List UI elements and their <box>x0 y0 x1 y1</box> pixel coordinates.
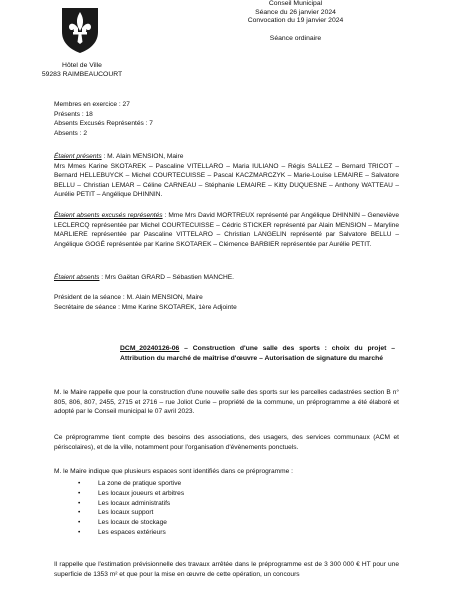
present-label: Étaient présents <box>54 153 102 160</box>
excused-members-paragraph <box>54 211 399 249</box>
absent-label: Étaient absents <box>54 274 100 281</box>
president-line: Président de la séance : M. Alain MENSION, Maire <box>54 294 203 301</box>
members-in-office: Membres en exercice : 27 <box>54 101 130 108</box>
council-label: Conseil Municipal <box>268 0 323 7</box>
town-hall-block <box>32 62 132 79</box>
session-date: Séance du 26 janvier 2024 <box>255 8 336 16</box>
paragraph-reminder: M. le Maire rappelle que pour la construction d'une nouvelle salle des sports sur les parcelles cadastrées section B n° 805, 806, 807, 2455, 2715 et 2716 – rue Joliot Curie – propriété de la commune, un préprogramme a été élaboré et adopté par le Conseil municipal le 07 avril 2023. <box>54 389 399 416</box>
deliberation-subject: – Construction d'une salle des sports : choix du projet – Attribution du marché de maîtrise d'œuvre – Autorisation de signature du marché <box>120 345 395 362</box>
list-item: • Les locaux administratifs <box>78 499 184 509</box>
list-item: • Les locaux support <box>78 508 184 518</box>
town-postcode-label: 59283 RAIMBEAUCOURT <box>41 70 123 78</box>
convocation-date: Convocation du 19 janvier 2024 <box>247 17 344 25</box>
attendance-stats <box>54 100 153 138</box>
deliberation-reference: DCM_20240126-06 <box>120 345 180 352</box>
session-type: Séance ordinaire <box>269 34 322 42</box>
fleur-de-lis-crest-icon <box>60 6 100 54</box>
session-header <box>228 0 363 43</box>
deliberation-title <box>120 344 395 364</box>
members-present: Présents : 18 <box>54 110 93 118</box>
list-item: • Les espaces extérieurs <box>78 528 184 538</box>
absent-members-paragraph <box>54 273 399 283</box>
paragraph-spaces-intro: M. le Maire indique que plusieurs espaces sont identifiés dans ce préprogramme : <box>54 468 293 475</box>
town-hall-label: Hôtel de Ville <box>62 62 102 69</box>
members-absent: Absents : 2 <box>54 129 87 137</box>
present-members-paragraph <box>54 152 399 200</box>
absent-list: : Mrs Gaëtan GRARD – Sébastien MANCHE. <box>99 274 234 281</box>
list-item: • Les locaux de stockage <box>78 518 184 528</box>
secretary-line: Secrétaire de séance : Mme Karine SKOTAREK, 1ère Adjointe <box>54 303 237 311</box>
members-excused: Absents Excusés Représentés : 7 <box>54 120 153 128</box>
list-item: • Les locaux joueurs et arbitres <box>78 489 184 499</box>
paragraph-preprogramme: Ce préprogramme tient compte des besoins des associations, des usagers, des services communaux (ACM et périscolaires), et de la ville, notamment pour l'organisation d'évènements ponctuels. <box>54 434 399 451</box>
spaces-list <box>78 479 184 538</box>
list-item: • La zone de pratique sportive <box>78 479 184 489</box>
paragraph-estimate: Il rappelle que l'estimation prévisionnelle des travaux arrêtée dans le préprogramme est de 3 300 000 € HT pour une superficie de 1353 m² et que pour la mise en œuvre de cette opération, un concours <box>54 561 399 578</box>
excused-list: : Mme Mrs David MORTREUX représenté par Angélique DHINNIN – Geneviève LECLERCQ représentée par Michel COURTECUISSE – Cédric STICKER représenté par Alain MENSION – Maryline MARLIERE représentée par Pascaline VITTELARO – Christian LANGELIN représenté par Salvatore BELLU – Angélique GOGÉ représentée par Karine SKOTAREK – Clémence BARBIER représentée par Aurélie PETIT. <box>54 212 399 248</box>
present-list: : M. Alain MENSION, Maire Mrs Mmes Karine SKOTAREK – Pascaline VITELLARO – Maria IULIANO – Régis SALLEZ – Bernard TRICOT – Bernard HELLEBUYCK – Michel COURTECUISSE – Pascal KACZMARCZYK – Marie-Louise LEMAIRE – Salvatore BELLU – Christian LEMAR – Céline CARNEAU – Stéphanie LEMAIRE – Kitty DUQUESNE – Anthony WATTEAU – Aurélie PETIT – Angélique DHINNIN. <box>54 153 399 199</box>
session-officers <box>54 293 399 312</box>
excused-label: Étaient absents excusés représentés <box>54 212 163 219</box>
